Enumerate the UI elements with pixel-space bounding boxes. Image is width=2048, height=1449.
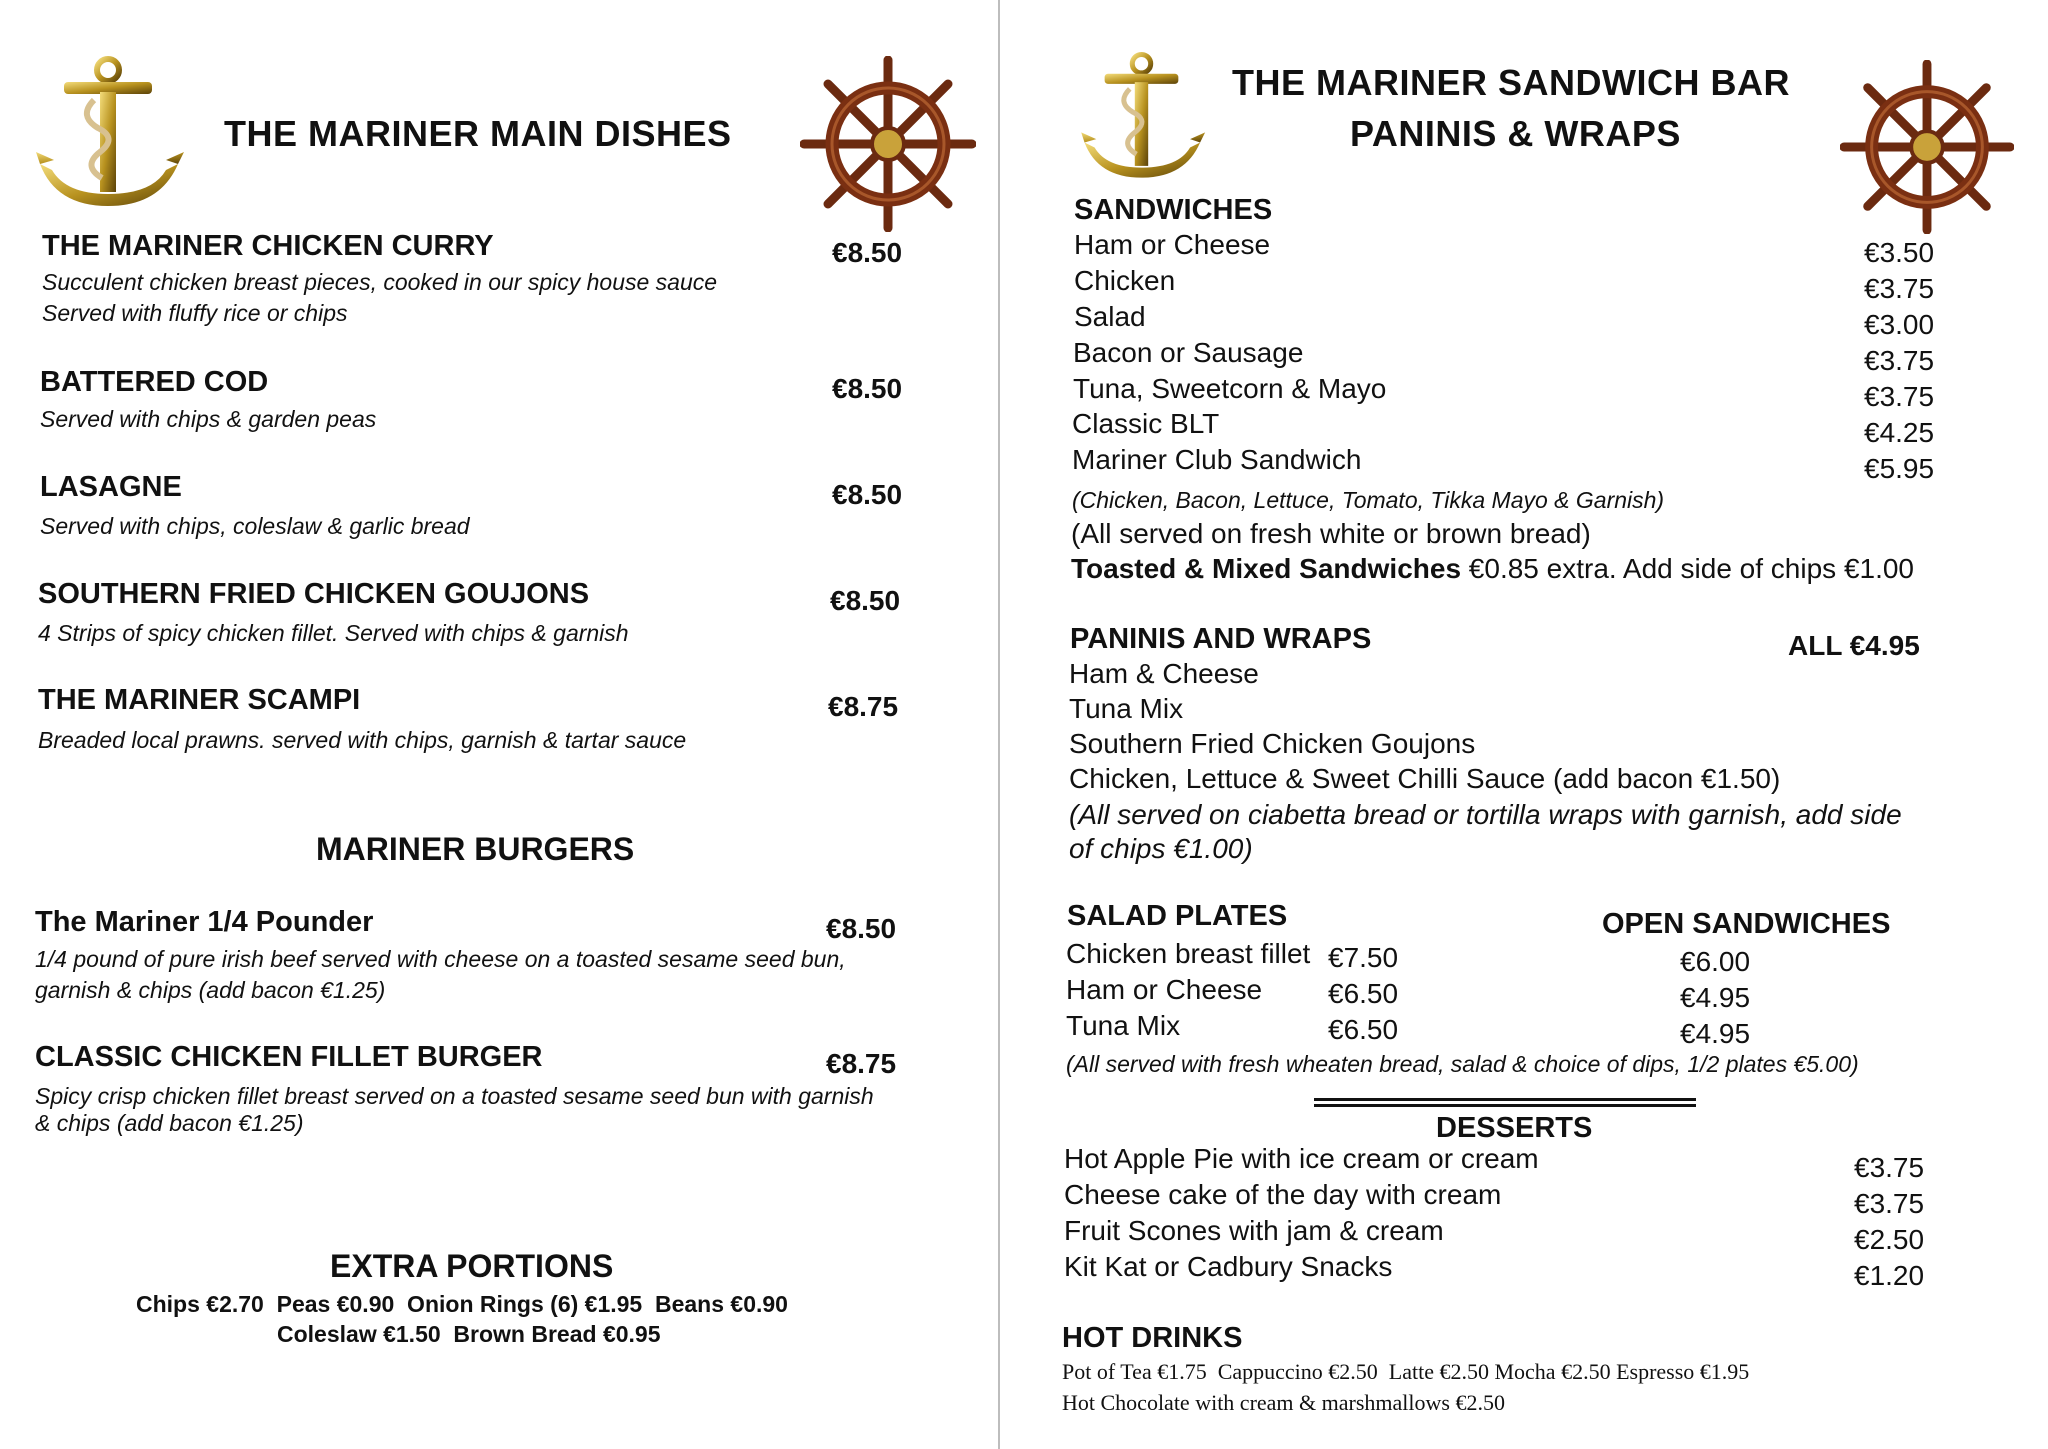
panini-item: Ham & Cheese <box>1069 658 1259 689</box>
sandwich-price: €5.95 <box>1864 453 1935 484</box>
section-heading: SANDWICHES <box>1074 194 1273 226</box>
salad-price: €7.50 <box>1328 942 1399 973</box>
paninis-price: ALL €4.95 <box>1788 630 1920 661</box>
hot-drinks-line: Hot Chocolate with cream & marshmallows €2.50 <box>1062 1390 1505 1415</box>
panini-item: Chicken, Lettuce & Sweet Chilli Sauce (add bacon €1.50) <box>1069 763 1781 794</box>
menu-item-name: SOUTHERN FRIED CHICKEN GOUJONS <box>38 578 590 610</box>
sandwich-bar-page <box>998 0 2048 1449</box>
section-heading: DESSERTS <box>1436 1112 1593 1144</box>
salad-note: (All served with fresh wheaten bread, salad & choice of dips, 1/2 plates €5.00) <box>1066 1051 1859 1077</box>
sandwich-name: Mariner Club Sandwich <box>1072 444 1362 475</box>
menu-item-description: garnish & chips (add bacon €1.25) <box>35 977 386 1003</box>
menu-item-description: Spicy crisp chicken fillet breast served on a toasted sesame seed bun with garnish <box>35 1083 874 1109</box>
toasted-note <box>1071 553 1914 585</box>
club-sandwich-note: (Chicken, Bacon, Lettuce, Tomato, Tikka Mayo & Garnish) <box>1072 487 1665 513</box>
menu-item-name: The Mariner 1/4 Pounder <box>35 906 374 938</box>
menu-item-name: LASAGNE <box>40 471 182 503</box>
toasted-extra: €0.85 extra. Add side of chips €1.00 <box>1461 553 1915 584</box>
menu-item-description: Served with chips, coleslaw & garlic bread <box>40 513 470 539</box>
open-sandwich-price: €4.95 <box>1680 1018 1751 1049</box>
menu-item-price: €8.50 <box>832 373 903 404</box>
menu-item-description: 1/4 pound of pure irish beef served with cheese on a toasted sesame seed bun, <box>35 946 846 972</box>
sandwich-price: €3.75 <box>1864 345 1935 376</box>
divider <box>1314 1104 1696 1107</box>
section-heading: HOT DRINKS <box>1062 1322 1243 1354</box>
open-sandwich-price: €4.95 <box>1680 982 1751 1013</box>
sandwich-price: €3.50 <box>1864 237 1935 268</box>
section-heading: PANINIS AND WRAPS <box>1070 623 1372 655</box>
menu-item-name: BATTERED COD <box>40 366 269 398</box>
dessert-price: €2.50 <box>1854 1224 1925 1255</box>
dessert-name: Cheese cake of the day with cream <box>1064 1179 1502 1210</box>
salad-name: Tuna Mix <box>1066 1010 1181 1041</box>
menu-item-price: €8.75 <box>828 691 899 722</box>
hot-drinks-line: Pot of Tea €1.75 Cappuccino €2.50 Latte €2.50 Mocha €2.50 Espresso €1.95 <box>1062 1359 1750 1384</box>
ships-wheel-icon <box>1840 60 2014 234</box>
dessert-name: Kit Kat or Cadbury Snacks <box>1064 1251 1393 1282</box>
sandwich-price: €3.75 <box>1864 381 1935 412</box>
panini-item: Tuna Mix <box>1069 693 1184 724</box>
page-title: THE MARINER SANDWICH BAR <box>1232 62 1790 103</box>
sandwich-price: €3.75 <box>1864 273 1935 304</box>
salad-name: Ham or Cheese <box>1066 974 1263 1005</box>
menu-item-price: €8.50 <box>826 913 897 944</box>
section-heading: EXTRA PORTIONS <box>330 1248 614 1284</box>
ships-wheel-icon <box>800 56 976 232</box>
toasted-label: Toasted & Mixed Sandwiches <box>1071 553 1462 584</box>
menu-item-price: €8.50 <box>832 479 903 510</box>
salad-price: €6.50 <box>1328 1014 1399 1045</box>
sandwich-name: Salad <box>1074 301 1146 332</box>
sandwich-name: Classic BLT <box>1072 408 1220 439</box>
section-heading: MARINER BURGERS <box>316 831 635 867</box>
menu-item-description: Served with chips & garden peas <box>40 406 377 432</box>
section-heading: OPEN SANDWICHES <box>1602 908 1891 940</box>
paninis-note: of chips €1.00) <box>1069 833 1253 864</box>
menu-item-description: Succulent chicken breast pieces, cooked in our spicy house sauce <box>42 269 718 295</box>
dessert-price: €3.75 <box>1854 1152 1925 1183</box>
section-heading: SALAD PLATES <box>1067 900 1288 932</box>
paninis-note: (All served on ciabetta bread or tortilla wraps with garnish, add side <box>1069 799 1902 830</box>
extra-portions-line: Chips €2.70 Peas €0.90 Onion Rings (6) €1.95 Beans €0.90 <box>136 1291 788 1317</box>
menu-item-description: & chips (add bacon €1.25) <box>35 1110 304 1136</box>
page-title: THE MARINER MAIN DISHES <box>224 113 732 154</box>
divider <box>1314 1098 1696 1101</box>
salad-name: Chicken breast fillet <box>1066 938 1311 969</box>
dessert-price: €1.20 <box>1854 1260 1925 1291</box>
menu-item-description: Breaded local prawns. served with chips, garnish & tartar sauce <box>38 727 687 753</box>
sandwich-name: Ham or Cheese <box>1074 229 1271 260</box>
dessert-price: €3.75 <box>1854 1188 1925 1219</box>
anchor-icon <box>1080 52 1208 186</box>
dessert-name: Fruit Scones with jam & cream <box>1064 1215 1444 1246</box>
menu-item-description: 4 Strips of spicy chicken fillet. Served with chips & garnish <box>38 620 629 646</box>
salad-price: €6.50 <box>1328 978 1399 1009</box>
sandwich-price: €4.25 <box>1864 417 1935 448</box>
panini-item: Southern Fried Chicken Goujons <box>1069 728 1476 759</box>
anchor-icon <box>36 56 186 216</box>
menu-item-name: THE MARINER CHICKEN CURRY <box>42 230 494 262</box>
sandwich-name: Bacon or Sausage <box>1073 337 1304 368</box>
main-dishes-page <box>0 0 995 1449</box>
menu-item-price: €8.50 <box>830 585 901 616</box>
menu-item-description: Served with fluffy rice or chips <box>42 300 348 326</box>
menu-item-price: €8.75 <box>826 1048 897 1079</box>
page-subtitle: PANINIS & WRAPS <box>1350 113 1681 154</box>
sandwich-price: €3.00 <box>1864 309 1935 340</box>
sandwich-name: Tuna, Sweetcorn & Mayo <box>1073 373 1387 404</box>
extra-portions-line: Coleslaw €1.50 Brown Bread €0.95 <box>277 1321 661 1347</box>
dessert-name: Hot Apple Pie with ice cream or cream <box>1064 1143 1539 1174</box>
menu-item-price: €8.50 <box>832 237 903 268</box>
menu-item-name: CLASSIC CHICKEN FILLET BURGER <box>35 1041 543 1073</box>
open-sandwich-price: €6.00 <box>1680 946 1751 977</box>
menu-item-name: THE MARINER SCAMPI <box>38 684 361 716</box>
sandwich-name: Chicken <box>1074 265 1176 296</box>
bread-note: (All served on fresh white or brown bread) <box>1071 518 1591 549</box>
